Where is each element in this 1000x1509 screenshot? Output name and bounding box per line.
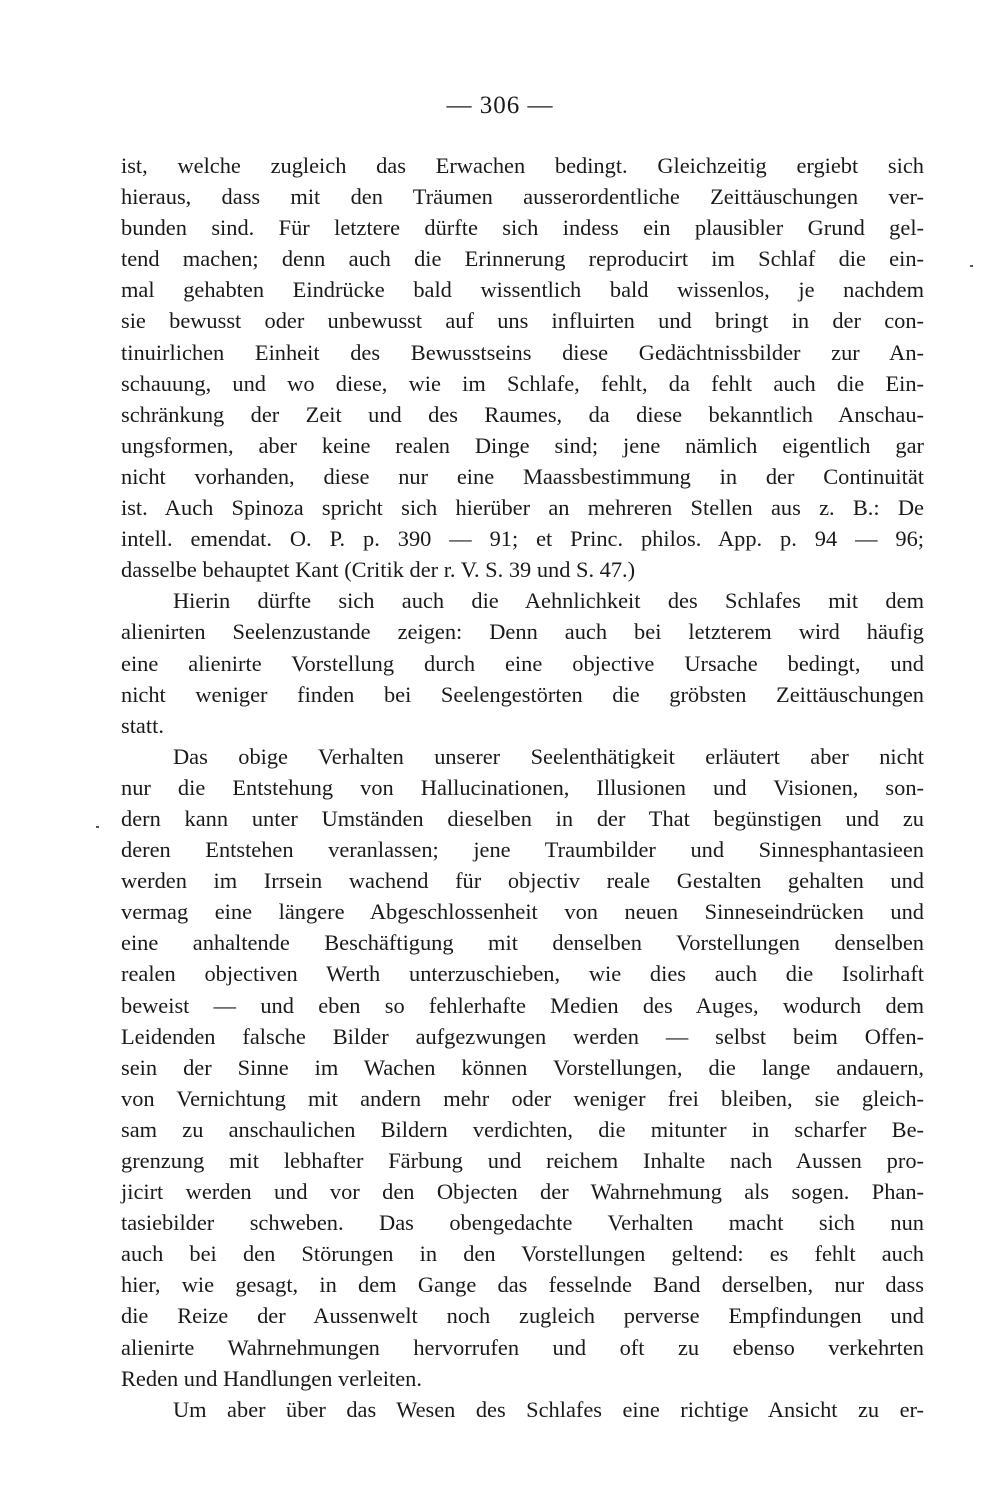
text-line: nicht vorhanden, diese nur eine Maassbestimmung in der Continuität: [121, 463, 924, 489]
text-line: ist. Auch Spinoza spricht sich hierüber an mehreren Stellen aus z. B.: De: [121, 495, 924, 521]
text-line: dern kann unter Umständen dieselben in der That begünstigen und zu: [121, 805, 924, 831]
text-line: alienirte Wahrnehmungen hervorrufen und oft zu ebenso verkehrten: [121, 1334, 924, 1360]
text-line: mal gehabten Eindrücke bald wissentlich bald wissenlos, je nachdem: [121, 277, 924, 303]
text-line: dasselbe behauptet Kant (Critik der r. V. S. 39 und S. 47.): [121, 557, 636, 583]
text-line: deren Entstehen veranlassen; jene Traumbilder und Sinnesphantasieen: [121, 837, 924, 863]
text-line: sie bewusst oder unbewusst auf uns influirten und bringt in der con-: [121, 308, 924, 334]
body-text: [121, 150, 924, 1425]
text-line: sam zu anschaulichen Bildern verdichten, die mitunter in scharfer Be-: [121, 1116, 924, 1142]
text-line: Leidenden falsche Bilder aufgezwungen werden — selbst beim Offen-: [121, 1023, 924, 1049]
text-line: tasiebilder schweben. Das obengedachte Verhalten macht sich nun: [121, 1210, 924, 1236]
text-line: tinuirlichen Einheit des Bewusstseins diese Gedächtnissbilder zur An-: [121, 339, 924, 365]
text-line: hier, wie gesagt, in dem Gange das fesselnde Band derselben, nur dass: [121, 1272, 924, 1298]
text-line: Das obige Verhalten unserer Seelenthätigkeit erläutert aber nicht: [173, 743, 924, 769]
text-line: jicirt werden und vor den Objecten der Wahrnehmung als sogen. Phan-: [121, 1179, 924, 1205]
text-line: ungsformen, aber keine realen Dinge sind; jene nämlich eigentlich gar: [121, 432, 924, 458]
text-line: grenzung mit lebhafter Färbung und reichem Inhalte nach Aussen pro-: [121, 1148, 924, 1173]
text-line: Hierin dürfte sich auch die Aehnlichkeit des Schlafes mit dem: [173, 588, 924, 614]
text-line: tend machen; denn auch die Erinnerung reproducirt im Schlaf die ein-: [121, 246, 924, 272]
text-line: alienirten Seelenzustande zeigen: Denn auch bei letzterem wird häufig: [121, 619, 924, 645]
text-line: statt.: [121, 712, 164, 738]
text-line: vermag eine längere Abgeschlossenheit von neuen Sinneseindrücken und: [121, 899, 924, 925]
text-line: die Reize der Aussenwelt noch zugleich perverse Empfindungen und: [121, 1303, 924, 1329]
text-line: nicht weniger finden bei Seelengestörten die gröbsten Zeittäuschungen: [121, 681, 924, 707]
text-line: schränkung der Zeit und des Raumes, da diese bekanntlich Anschau-: [121, 401, 924, 427]
text-line: beweist — und eben so fehlerhafte Medien des Auges, wodurch dem: [121, 992, 924, 1018]
text-line: hieraus, dass mit den Träumen ausserordentliche Zeittäuschungen ver-: [121, 184, 924, 210]
text-line: bunden sind. Für letztere dürfte sich indess ein plausibler Grund gel-: [121, 215, 924, 241]
text-line: Reden und Handlungen verleiten.: [121, 1365, 422, 1391]
text-line: eine alienirte Vorstellung durch eine objective Ursache bedingt, und: [121, 650, 924, 676]
text-line: schauung, und wo diese, wie im Schlafe, fehlt, da fehlt auch die Ein-: [121, 370, 924, 396]
text-line: realen objectiven Werth unterzuschieben, wie dies auch die Isolirhaft: [121, 961, 924, 987]
text-line: auch bei den Störungen in den Vorstellungen geltend: es fehlt auch: [121, 1241, 924, 1267]
text-line: nur die Entstehung von Hallucinationen, Illusionen und Visionen, son-: [121, 774, 924, 800]
text-line: sein der Sinne im Wachen können Vorstellungen, die lange andauern,: [121, 1054, 924, 1080]
page-number: — 306 —: [446, 92, 554, 119]
text-line: ist, welche zugleich das Erwachen bedingt. Gleichzeitig ergiebt sich: [121, 153, 924, 178]
text-line: eine anhaltende Beschäftigung mit denselben Vorstellungen denselben: [121, 930, 924, 956]
text-line: werden im Irrsein wachend für objectiv reale Gestalten gehalten und: [121, 868, 924, 894]
text-line: intell. emendat. O. P. p. 390 — 91; et Princ. philos. App. p. 94 — 96;: [121, 526, 924, 552]
text-line: Um aber über das Wesen des Schlafes eine richtige Ansicht zu er-: [173, 1396, 924, 1422]
text-line: von Vernichtung mit andern mehr oder weniger frei bleiben, sie gleich-: [121, 1085, 924, 1111]
